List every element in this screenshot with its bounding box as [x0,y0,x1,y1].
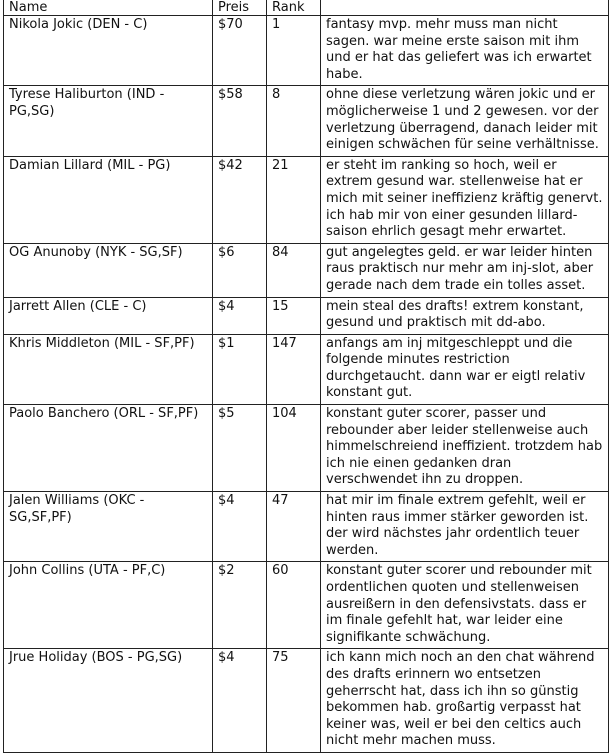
player-name: OG Anunoby (NYK - SG,SF) [4,243,213,297]
player-name: Jarrett Allen (CLE - C) [4,297,213,334]
player-name: Khris Middleton (MIL - SF,PF) [4,334,213,404]
player-rank: 1 [267,16,321,86]
player-comment: gut angelegtes geld. er war leider hinten raus praktisch nur mehr am inj-slot, aber gerade nach dem trade ein tolles asset. [321,243,609,297]
player-comment: hat mir im finale extrem gefehlt, weil er hinten raus immer stärker geworden ist. der wird nächstes jahr ordentlich teuer werden. [321,492,609,562]
player-price: $5 [213,405,267,492]
player-name: Paolo Banchero (ORL - SF,PF) [4,405,213,492]
player-price: $6 [213,243,267,297]
player-rank: 104 [267,405,321,492]
player-price: $4 [213,492,267,562]
table-row [4,297,609,334]
player-comment: ich kann mich noch an den chat während des drafts erinnern wo entsetzen geherrscht hat, dass ich ihn so günstig bekommen hab. großartig verpasst hat keiner was, weil er bei den celtics auch nicht mehr machen muss. [321,649,609,753]
header-rank: Rank [267,0,321,16]
table-row [4,492,609,562]
header-preis: Preis [213,0,267,16]
player-rank: 84 [267,243,321,297]
player-name: Damian Lillard (MIL - PG) [4,156,213,243]
table-row [4,405,609,492]
player-rank: 21 [267,156,321,243]
player-comment: konstant guter scorer und rebounder mit ordentlichen quoten und stellenweisen ausreißern in den defensivstats. dass er im finale gefehlt hat, war leider eine signifikante schwächung. [321,562,609,649]
table-row [4,156,609,243]
player-price: $58 [213,86,267,156]
header-comment [321,0,609,16]
table-row [4,562,609,649]
player-price: $4 [213,649,267,753]
player-rank: 147 [267,334,321,404]
player-rank: 15 [267,297,321,334]
header-name: Name [4,0,213,16]
player-price: $2 [213,562,267,649]
player-comment: konstant guter scorer, passer und rebounder aber leider stellenweise auch himmelschreiend ineffizient. trotzdem hab ich nie einen gedanken dran verschwendet ihn zu droppen. [321,405,609,492]
player-comment: ohne diese verletzung wären jokic und er möglicherweise 1 und 2 gewesen. vor der verletzung überragend, danach leider mit einigen schwächen für seine verhältnisse. [321,86,609,156]
table-row [4,334,609,404]
player-comment: mein steal des drafts! extrem konstant, gesund und praktisch mit dd-abo. [321,297,609,334]
table-header-row [4,0,609,16]
player-name: John Collins (UTA - PF,C) [4,562,213,649]
player-comment: anfangs am inj mitgeschleppt und die folgende minutes restriction durchgetaucht. dann war er eigtl relativ konstant gut. [321,334,609,404]
player-price: $4 [213,297,267,334]
player-name: Nikola Jokic (DEN - C) [4,16,213,86]
player-price: $42 [213,156,267,243]
player-name: Jrue Holiday (BOS - PG,SG) [4,649,213,753]
player-price: $1 [213,334,267,404]
player-comment: er steht im ranking so hoch, weil er extrem gesund war. stellenweise hat er mich mit seiner ineffizienz kräftig genervt. ich hab mir von einer gesunden lillard-saison ehrlich gesagt mehr erwartet. [321,156,609,243]
player-comment: fantasy mvp. mehr muss man nicht sagen. war meine erste saison mit ihm und er hat das geliefert was ich erwartet habe. [321,16,609,86]
table-row [4,649,609,753]
table-row [4,16,609,86]
table-row [4,86,609,156]
player-name: Jalen Williams (OKC - SG,SF,PF) [4,492,213,562]
table-row [4,243,609,297]
player-rank: 47 [267,492,321,562]
player-rank: 8 [267,86,321,156]
player-name: Tyrese Haliburton (IND - PG,SG) [4,86,213,156]
player-rank: 75 [267,649,321,753]
player-rank: 60 [267,562,321,649]
player-price: $70 [213,16,267,86]
player-review-table [3,0,609,753]
